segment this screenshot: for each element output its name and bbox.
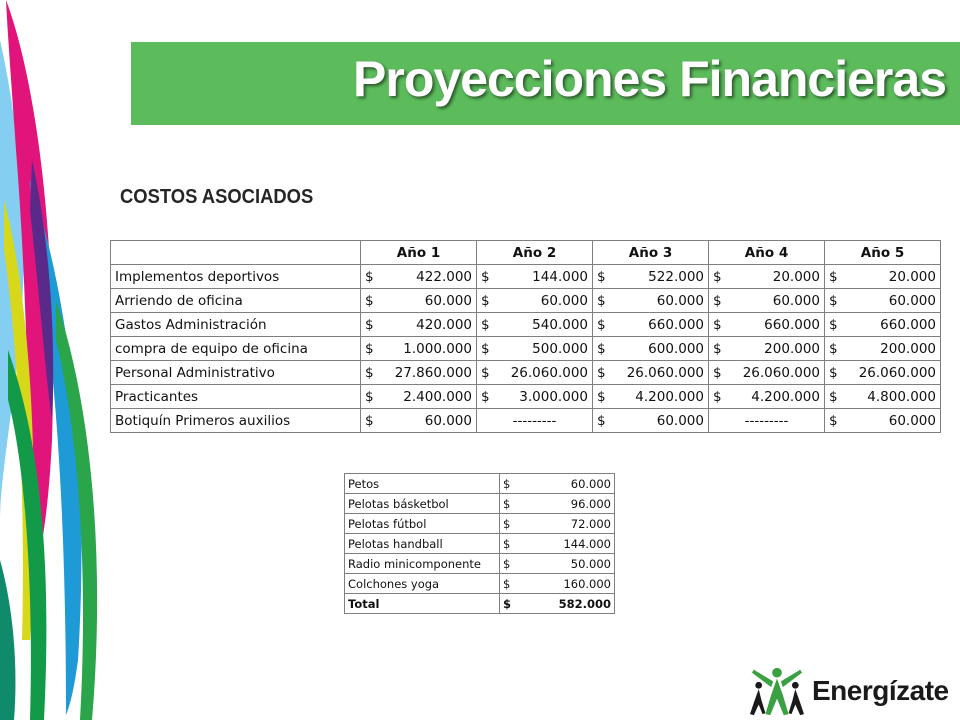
value-cell: 4.800.000 bbox=[843, 385, 941, 409]
currency-symbol: $ bbox=[593, 409, 611, 433]
row-label: Implementos deportivos bbox=[111, 265, 361, 289]
table-row bbox=[111, 385, 941, 409]
value-cell: 26.060.000 bbox=[727, 361, 825, 385]
currency-symbol: $ bbox=[825, 289, 843, 313]
value-cell: 2.400.000 bbox=[379, 385, 477, 409]
title-bar bbox=[131, 42, 960, 125]
value-cell: 540.000 bbox=[495, 313, 593, 337]
table-row bbox=[111, 313, 941, 337]
table-row bbox=[345, 494, 615, 514]
row-label: Arriendo de oficina bbox=[111, 289, 361, 313]
section-title: COSTOS ASOCIADOS bbox=[120, 186, 314, 208]
page-title: Proyecciones Financieras bbox=[353, 51, 946, 107]
table-row bbox=[345, 534, 615, 554]
currency-symbol: $ bbox=[500, 594, 514, 614]
currency-symbol: $ bbox=[593, 337, 611, 361]
header-year: Año 2 bbox=[477, 241, 593, 265]
currency-symbol: $ bbox=[477, 361, 495, 385]
table-row bbox=[111, 409, 941, 433]
item-value: 96.000 bbox=[514, 494, 615, 514]
item-label: Total bbox=[345, 594, 500, 614]
item-value: 60.000 bbox=[514, 474, 615, 494]
currency-symbol: $ bbox=[477, 337, 495, 361]
value-cell: 4.200.000 bbox=[727, 385, 825, 409]
value-cell: 60.000 bbox=[495, 289, 593, 313]
value-cell: 27.860.000 bbox=[379, 361, 477, 385]
currency-symbol: $ bbox=[825, 337, 843, 361]
item-value: 144.000 bbox=[514, 534, 615, 554]
currency-symbol: $ bbox=[709, 313, 727, 337]
currency-symbol: $ bbox=[361, 313, 379, 337]
header-year: Año 5 bbox=[825, 241, 941, 265]
currency-symbol: $ bbox=[825, 361, 843, 385]
item-value: 582.000 bbox=[514, 594, 615, 614]
currency-symbol: $ bbox=[593, 361, 611, 385]
currency-symbol: $ bbox=[361, 337, 379, 361]
value-cell: 420.000 bbox=[379, 313, 477, 337]
table-row bbox=[111, 361, 941, 385]
value-cell: 3.000.000 bbox=[495, 385, 593, 409]
logo-text: Energízate bbox=[812, 675, 949, 706]
currency-symbol: $ bbox=[825, 409, 843, 433]
item-value: 160.000 bbox=[514, 574, 615, 594]
item-value: 72.000 bbox=[514, 514, 615, 534]
header-year: Año 4 bbox=[709, 241, 825, 265]
header-year: Año 3 bbox=[593, 241, 709, 265]
currency-symbol: $ bbox=[500, 514, 514, 534]
currency-symbol: $ bbox=[477, 289, 495, 313]
table-row bbox=[345, 474, 615, 494]
currency-symbol: $ bbox=[477, 313, 495, 337]
currency-symbol: $ bbox=[825, 385, 843, 409]
item-label: Pelotas handball bbox=[345, 534, 500, 554]
currency-symbol: $ bbox=[825, 265, 843, 289]
table-row bbox=[345, 574, 615, 594]
value-cell: 20.000 bbox=[843, 265, 941, 289]
currency-symbol: $ bbox=[709, 361, 727, 385]
table-header-row bbox=[111, 241, 941, 265]
ribbon-teal bbox=[0, 560, 15, 720]
table-row bbox=[345, 554, 615, 574]
currency-symbol: $ bbox=[477, 265, 495, 289]
value-cell: 500.000 bbox=[495, 337, 593, 361]
table-row bbox=[345, 514, 615, 534]
value-cell: 60.000 bbox=[611, 409, 709, 433]
value-cell: 422.000 bbox=[379, 265, 477, 289]
value-cell: 522.000 bbox=[611, 265, 709, 289]
currency-symbol: $ bbox=[500, 494, 514, 514]
value-cell: 144.000 bbox=[495, 265, 593, 289]
currency-symbol: $ bbox=[593, 385, 611, 409]
table-row bbox=[111, 289, 941, 313]
currency-symbol: $ bbox=[709, 337, 727, 361]
currency-symbol: $ bbox=[500, 554, 514, 574]
item-label: Pelotas básketbol bbox=[345, 494, 500, 514]
value-cell: 60.000 bbox=[843, 289, 941, 313]
value-cell: 60.000 bbox=[379, 289, 477, 313]
value-cell: 4.200.000 bbox=[611, 385, 709, 409]
currency-symbol: $ bbox=[593, 313, 611, 337]
header-year: Año 1 bbox=[361, 241, 477, 265]
people-cheering-icon bbox=[748, 664, 806, 718]
value-cell: 26.060.000 bbox=[843, 361, 941, 385]
item-label: Radio minicomponente bbox=[345, 554, 500, 574]
currency-symbol: $ bbox=[709, 385, 727, 409]
value-cell: 60.000 bbox=[379, 409, 477, 433]
row-label: Practicantes bbox=[111, 385, 361, 409]
value-cell: 1.000.000 bbox=[379, 337, 477, 361]
value-cell: 200.000 bbox=[843, 337, 941, 361]
row-label: Botiquín Primeros auxilios bbox=[111, 409, 361, 433]
currency-symbol: $ bbox=[709, 289, 727, 313]
currency-symbol: $ bbox=[361, 361, 379, 385]
item-label: Pelotas fútbol bbox=[345, 514, 500, 534]
value-cell: 660.000 bbox=[727, 313, 825, 337]
currency-symbol: $ bbox=[593, 265, 611, 289]
item-value: 50.000 bbox=[514, 554, 615, 574]
currency-symbol: $ bbox=[825, 313, 843, 337]
value-cell: 600.000 bbox=[611, 337, 709, 361]
item-label: Petos bbox=[345, 474, 500, 494]
empty-value-cell: --------- bbox=[709, 409, 825, 433]
row-label: Personal Administrativo bbox=[111, 361, 361, 385]
item-label: Colchones yoga bbox=[345, 574, 500, 594]
currency-symbol: $ bbox=[500, 574, 514, 594]
currency-symbol: $ bbox=[361, 385, 379, 409]
header-label-cell bbox=[111, 241, 361, 265]
currency-symbol: $ bbox=[709, 265, 727, 289]
empty-value-cell: --------- bbox=[477, 409, 593, 433]
total-row bbox=[345, 594, 615, 614]
currency-symbol: $ bbox=[361, 265, 379, 289]
value-cell: 660.000 bbox=[611, 313, 709, 337]
value-cell: 660.000 bbox=[843, 313, 941, 337]
value-cell: 60.000 bbox=[611, 289, 709, 313]
value-cell: 60.000 bbox=[843, 409, 941, 433]
currency-symbol: $ bbox=[593, 289, 611, 313]
currency-symbol: $ bbox=[500, 474, 514, 494]
currency-symbol: $ bbox=[477, 385, 495, 409]
value-cell: 200.000 bbox=[727, 337, 825, 361]
row-label: compra de equipo de oficina bbox=[111, 337, 361, 361]
value-cell: 26.060.000 bbox=[611, 361, 709, 385]
decorative-ribbons bbox=[0, 0, 120, 720]
row-label: Gastos Administración bbox=[111, 313, 361, 337]
value-cell: 20.000 bbox=[727, 265, 825, 289]
value-cell: 60.000 bbox=[727, 289, 825, 313]
currency-symbol: $ bbox=[500, 534, 514, 554]
currency-symbol: $ bbox=[361, 289, 379, 313]
currency-symbol: $ bbox=[361, 409, 379, 433]
energizate-logo bbox=[748, 662, 960, 720]
costs-table bbox=[110, 240, 941, 433]
value-cell: 26.060.000 bbox=[495, 361, 593, 385]
table-row bbox=[111, 265, 941, 289]
table-row bbox=[111, 337, 941, 361]
items-table bbox=[344, 473, 615, 614]
